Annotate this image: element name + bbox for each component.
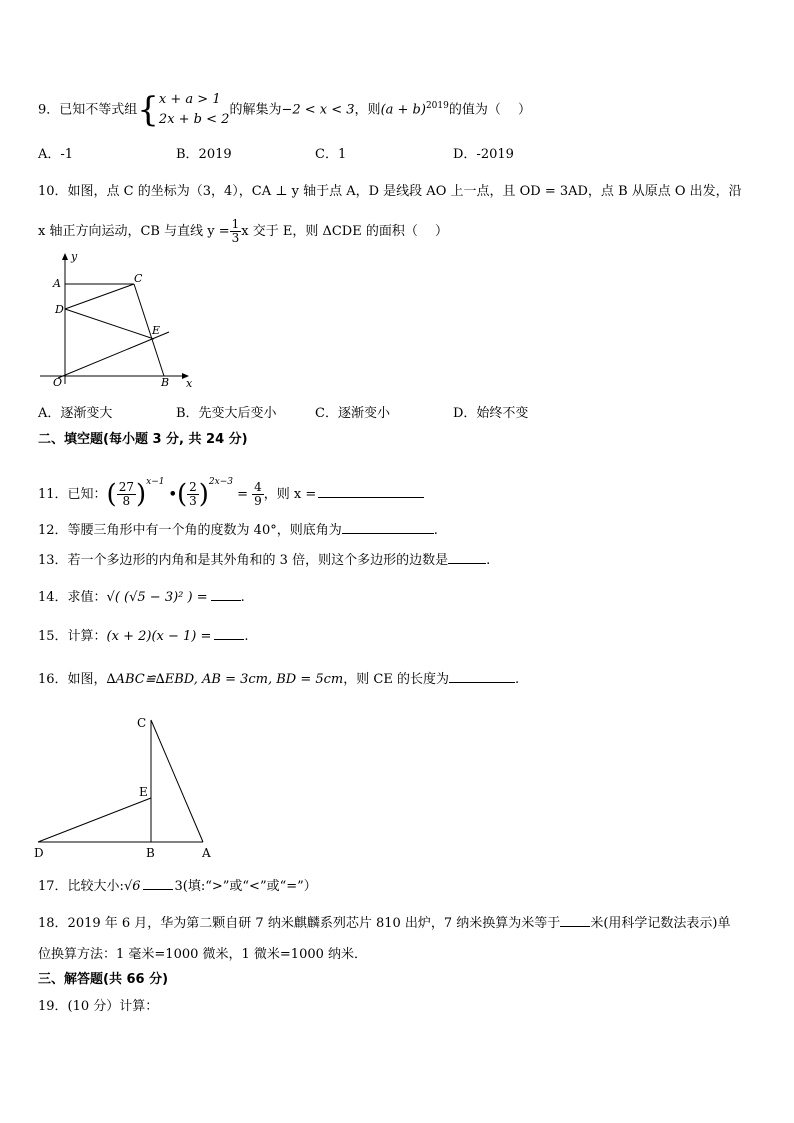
q9-system xyxy=(159,90,230,130)
q16-segment-de xyxy=(38,798,151,842)
q15-expr: (x + 2)(x − 1) = xyxy=(106,629,212,644)
q17-expr: √6 xyxy=(123,879,141,894)
q11-post: ，则 x = xyxy=(263,487,317,502)
q10-label-c: C xyxy=(134,272,143,285)
q11-f2-den: 3 xyxy=(189,494,197,508)
q18-line1-post: 米(用科学记数法表示)单 xyxy=(590,916,731,931)
q10-label-d: D xyxy=(55,303,64,316)
q16-label-c: C xyxy=(137,716,147,730)
q10-label-e: E xyxy=(152,324,161,337)
q16-segment-ca xyxy=(151,720,203,842)
q11-f1-num: 27 xyxy=(118,480,134,494)
q11-fraction-2 xyxy=(187,481,199,508)
q9-then: ，则 xyxy=(354,102,381,118)
q15-answer-blank[interactable] xyxy=(214,627,244,640)
q10-line2-pre: x 轴正方向运动，CB 与直线 y = xyxy=(38,224,230,239)
q13-answer-blank[interactable] xyxy=(448,551,486,564)
q10-label-b: B xyxy=(161,376,170,389)
q9-eq1: x + a > 1 xyxy=(158,91,221,107)
q11-paren-open-1: ( xyxy=(106,479,117,510)
q12-answer-blank[interactable] xyxy=(342,521,434,534)
q14-expr: √( (√5 − 3)² ) = xyxy=(106,590,208,605)
q10-option-a: A．逐渐变大 xyxy=(38,406,113,421)
q10-option-b: B．先变大后变小 xyxy=(176,406,277,421)
q11-f3-den: 9 xyxy=(254,494,262,508)
q16-post: ，则 CE 的长度为 xyxy=(343,672,449,687)
q14-pre: 14．求值： xyxy=(38,590,107,605)
q11-f3-num: 4 xyxy=(254,480,262,494)
q14-line xyxy=(38,588,245,607)
q17-line xyxy=(38,877,317,896)
q9-option-c: C．1 xyxy=(315,147,347,162)
q16-expr: ∆ABC≌∆EBD, AB = 3cm, BD = 5cm xyxy=(106,672,344,687)
q10-label-o: O xyxy=(53,376,63,389)
q10-option-d: D．始终不变 xyxy=(453,406,529,421)
q13-end: . xyxy=(486,553,491,568)
q18-line2: 位换算方法：1 毫米=1000 微米，1 微米=1000 纳米． xyxy=(38,947,368,962)
q17-post: 3(填:“>”或“<”或“=”） xyxy=(174,879,317,894)
q11-line xyxy=(38,460,424,510)
q13-line xyxy=(38,551,490,570)
q10-label-x: x xyxy=(186,377,193,390)
q16-label-b: B xyxy=(146,846,155,860)
q12-end: . xyxy=(433,523,438,538)
q11-f2-num: 2 xyxy=(189,480,197,494)
q10-y-arrow xyxy=(62,253,68,260)
q11-equals: = xyxy=(237,487,249,502)
q16-answer-blank[interactable] xyxy=(449,670,515,683)
q11-answer-blank[interactable] xyxy=(318,485,424,498)
q10-fraction xyxy=(230,218,242,245)
q16-label-e: E xyxy=(139,785,148,799)
q9-brace: { xyxy=(137,89,159,130)
q18-answer-blank[interactable] xyxy=(560,914,590,927)
q15-pre: 15．计算： xyxy=(38,629,107,644)
q16-end: . xyxy=(514,672,520,687)
q10-line-oe xyxy=(58,332,169,378)
q16-label-d: D xyxy=(34,846,44,860)
q11-fraction-3 xyxy=(252,481,264,508)
q10-line1: 10．如图，点 C 的坐标为（3，4），CA ⊥ y 轴于点 A，D 是线段 AO 上一点，且 OD = 3AD，点 B 从原点 O 出发，沿 xyxy=(38,184,742,199)
q9-option-b: B．2019 xyxy=(176,147,232,162)
q10-line2-post: x 交于 E，则 ΔCDE 的面积（ ） xyxy=(241,224,448,239)
q11-f1-den: 8 xyxy=(122,494,131,508)
q10-option-c: C．逐渐变小 xyxy=(315,406,390,421)
q9-middle: 的解集为 xyxy=(229,102,282,118)
q11-exp-1: x−1 xyxy=(146,477,165,487)
q9-eq2: 2x + b < 2 xyxy=(158,111,230,127)
q13-text: 13．若一个多边形的内角和是其外角和的 3 倍，则这个多边形的边数是 xyxy=(38,553,449,568)
q10-frac-num: 1 xyxy=(231,217,240,231)
q11-exp-2: 2x−3 xyxy=(208,477,233,487)
q19-line: 19．(10 分）计算： xyxy=(38,999,159,1014)
q9-prefix: 9．已知不等式组 xyxy=(38,102,138,118)
q12-text: 12．等腰三角形中有一个角的度数为 40°，则底角为 xyxy=(38,523,342,538)
q9-suffix: 的值为（ ） xyxy=(448,102,531,118)
q15-line xyxy=(38,627,249,646)
q15-end: . xyxy=(244,629,249,644)
q11-paren-close-1: ) xyxy=(135,479,147,510)
q10-frac-den: 3 xyxy=(231,231,240,245)
q11-paren-close-2: ) xyxy=(198,479,209,510)
q11-fraction-1 xyxy=(117,481,136,508)
section-2-heading: 二、填空题(每小题 3 分, 共 24 分) xyxy=(38,432,248,447)
q17-answer-blank[interactable] xyxy=(143,877,173,890)
q14-end: . xyxy=(240,590,245,605)
q9-expr: (a + b) xyxy=(380,102,426,118)
q16-figure xyxy=(30,712,220,862)
q18-line1 xyxy=(38,914,730,933)
q11-paren-open-2: ( xyxy=(176,479,188,510)
q16-pre: 16．如图， xyxy=(38,672,107,687)
q16-label-a: A xyxy=(202,846,211,860)
q17-pre: 17．比较大小: xyxy=(38,879,124,894)
q11-pre: 11．已知： xyxy=(38,487,107,502)
q11-dot: • xyxy=(168,487,177,502)
q10-figure xyxy=(36,250,196,390)
q10-segment-de xyxy=(65,309,154,339)
q9-exponent: 2019 xyxy=(425,101,449,111)
q9-option-a: A．-1 xyxy=(38,147,74,162)
q12-line xyxy=(38,521,438,540)
q9-range: −2 < x < 3 xyxy=(281,102,355,118)
q14-answer-blank[interactable] xyxy=(211,588,241,601)
q16-line xyxy=(38,670,519,689)
q18-line1-text: 18．2019 年 6 月，华为第二颗自研 7 纳米麒麟系列芯片 810 出炉，7 纳米换算为米等于 xyxy=(38,916,561,931)
q9-option-d: D．-2019 xyxy=(453,147,514,162)
q9-line xyxy=(38,86,531,130)
q10-segment-dc xyxy=(65,284,134,309)
section-3-heading: 三、解答题(共 66 分) xyxy=(38,972,169,987)
q10-label-a: A xyxy=(53,277,61,290)
q10-label-y: y xyxy=(71,250,78,263)
q10-line2 xyxy=(38,214,448,250)
